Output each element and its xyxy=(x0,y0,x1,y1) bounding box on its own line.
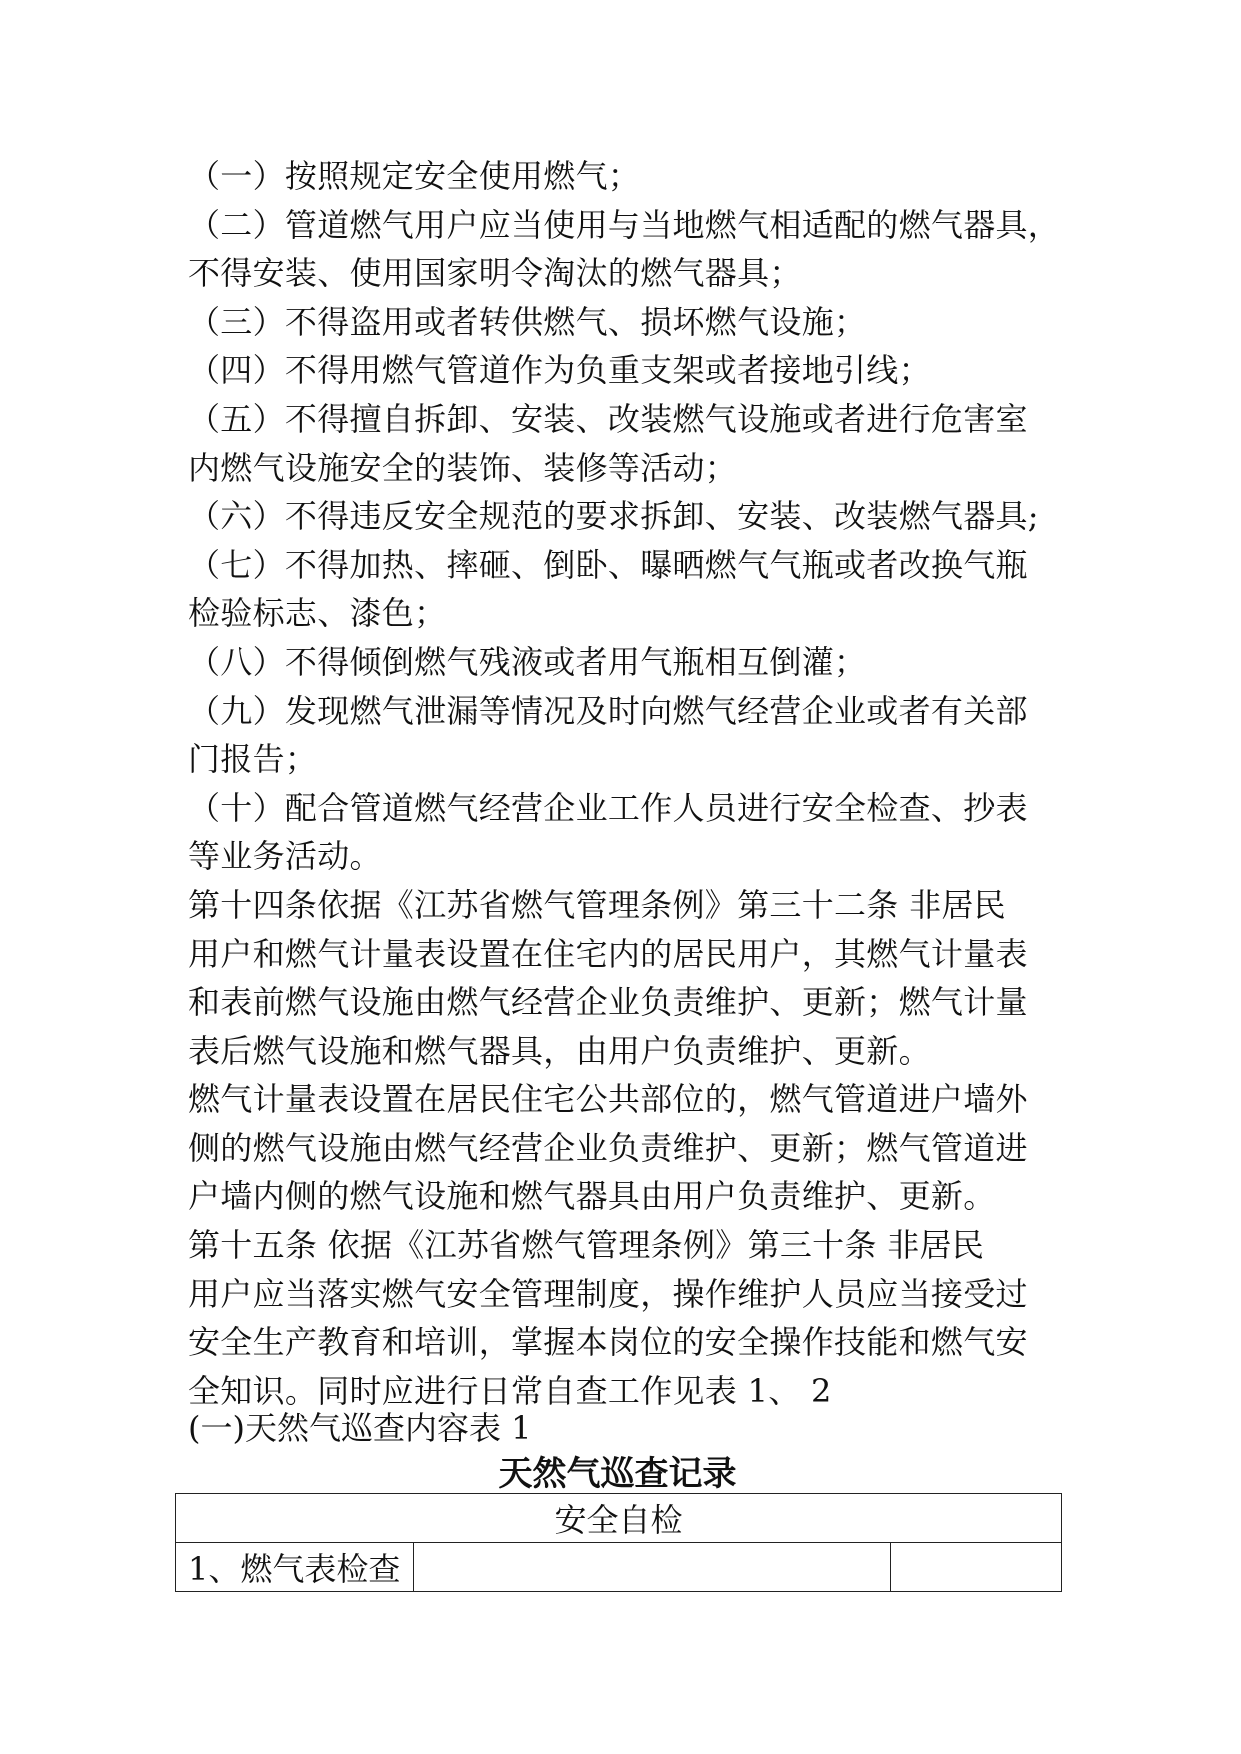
text-line: 侧的燃气设施由燃气经营企业负责维护、更新；燃气管道进 xyxy=(188,1128,1028,1167)
text-line: （八）不得倾倒燃气残液或者用气瓶相互倒灌； xyxy=(188,642,867,681)
text-line: （一）按照规定安全使用燃气； xyxy=(188,157,641,195)
text-line: （九）发现燃气泄漏等情况及时向燃气经营企业或者有关部 xyxy=(188,691,1028,730)
text-line: 门报告； xyxy=(188,740,318,779)
text-line: （五）不得擅自拆卸、安装、改装燃气设施或者进行危害室 xyxy=(188,399,1028,438)
table-header-row xyxy=(176,1494,1062,1543)
form-title: 天然气巡查记录 xyxy=(498,1454,737,1494)
check-result-cell[interactable] xyxy=(414,1543,891,1592)
regulation-text xyxy=(188,152,1068,1415)
text-line: 和表前燃气设施由燃气经营企业负责维护、更新；燃气计量 xyxy=(188,983,1028,1022)
text-line: （六）不得违反安全规范的要求拆卸、安装、改装燃气器具; xyxy=(188,497,1039,536)
text-line: （三）不得盗用或者转供燃气、损坏燃气设施； xyxy=(188,302,867,341)
inspection-record-table xyxy=(175,1493,1062,1592)
text-line: 等业务活动。 xyxy=(188,837,382,876)
check-item-cell: 1、燃气表检查 xyxy=(176,1543,414,1592)
text-line: 检验标志、漆色； xyxy=(188,594,447,633)
section-header-cell: 安全自检 xyxy=(176,1494,1062,1543)
text-line: 第十五条 依据《江苏省燃气管理条例》第三十条 非居民 xyxy=(188,1226,985,1265)
text-line: 用户应当落实燃气安全管理制度，操作维护人员应当接受过 xyxy=(188,1274,1028,1313)
table-row xyxy=(176,1543,1062,1592)
text-line: 用户和燃气计量表设置在住宅内的居民用户，其燃气计量表 xyxy=(188,934,1028,973)
text-line: 安全生产教育和培训，掌握本岗位的安全操作技能和燃气安 xyxy=(188,1323,1028,1362)
text-line: （十）配合管道燃气经营企业工作人员进行安全检查、抄表 xyxy=(188,788,1028,827)
text-line: 内燃气设施安全的装饰、装修等活动； xyxy=(188,448,738,487)
text-line: （四）不得用燃气管道作为负重支架或者接地引线； xyxy=(188,351,931,390)
text-line: （七）不得加热、摔砸、倒卧、曝晒燃气气瓶或者改换气瓶 xyxy=(188,545,1028,584)
check-remark-cell[interactable] xyxy=(891,1543,1062,1592)
text-line: 不得安装、使用国家明令淘汰的燃气器具； xyxy=(188,254,802,293)
table-label: (一)天然气巡查内容表 1 xyxy=(188,1409,532,1447)
text-line: 第十四条依据《江苏省燃气管理条例》第三十二条 非居民 xyxy=(188,885,1006,924)
text-line: （二）管道燃气用户应当使用与当地燃气相适配的燃气器具， xyxy=(188,205,1061,244)
text-line: 全知识。同时应进行日常自查工作见表 1、 2 xyxy=(188,1371,832,1410)
text-line: 燃气计量表设置在居民住宅公共部位的，燃气管道进户墙外 xyxy=(188,1080,1028,1119)
text-line: 户墙内侧的燃气设施和燃气器具由用户负责维护、更新。 xyxy=(188,1177,996,1216)
text-line: 表后燃气设施和燃气器具，由用户负责维护、更新。 xyxy=(188,1031,931,1070)
